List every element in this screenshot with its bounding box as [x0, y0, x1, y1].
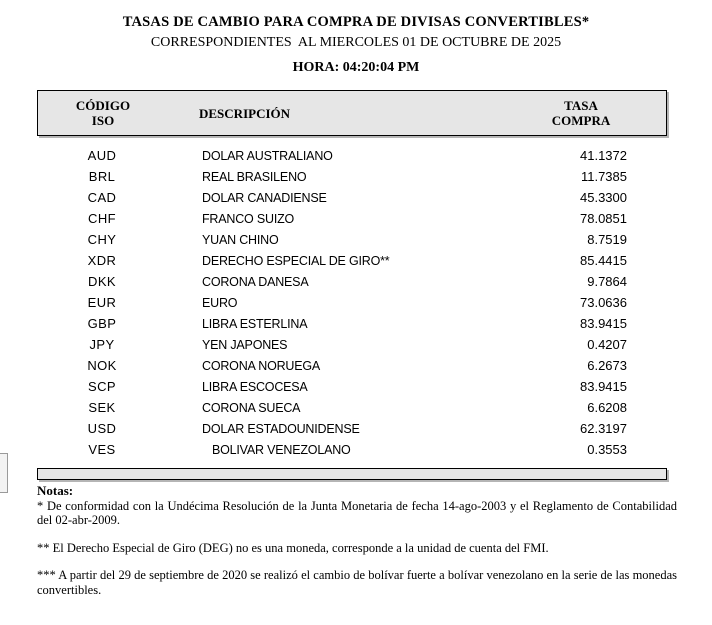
iso-code: DKK: [88, 274, 116, 289]
note-item: ** El Derecho Especial de Giro (DEG) no es una moneda, corresponde a la unidad de cuenta del FMI.: [37, 540, 549, 555]
table-row: [37, 418, 667, 439]
iso-code: BRL: [88, 169, 116, 184]
table-row: [37, 397, 667, 418]
table-row: [37, 166, 667, 187]
currency-description: BOLIVAR VENEZOLANO: [212, 442, 351, 457]
iso-code: GBP: [87, 316, 117, 331]
table-row: [37, 250, 667, 271]
currency-description: LIBRA ESTERLINA: [202, 316, 308, 331]
buy-rate: 0.3553: [587, 442, 627, 457]
buy-rate: 83.9415: [580, 379, 627, 394]
iso-code: NOK: [87, 358, 117, 373]
buy-rate: 9.7864: [587, 274, 627, 289]
table-row: [37, 229, 667, 250]
buy-rate: 6.2673: [587, 358, 627, 373]
currency-description: DOLAR AUSTRALIANO: [202, 148, 333, 163]
iso-code: CHY: [87, 232, 117, 247]
column-header-buy-rate-line1: TASA: [564, 98, 598, 113]
rates-table: [37, 90, 667, 480]
buy-rate: 6.6208: [587, 400, 627, 415]
buy-rate: 85.4415: [580, 253, 627, 268]
notes-heading: Notas:: [37, 483, 74, 498]
table-row: [37, 208, 667, 229]
buy-rate: 11.7385: [580, 169, 627, 184]
buy-rate: 62.3197: [580, 421, 627, 436]
iso-code: AUD: [87, 148, 117, 163]
buy-rate: 8.7519: [587, 232, 627, 247]
currency-description: CORONA NORUEGA: [202, 358, 321, 373]
buy-rate: 0.4207: [587, 337, 627, 352]
currency-description: LIBRA ESCOCESA: [202, 379, 308, 394]
table-row: [37, 187, 667, 208]
table-row: [37, 334, 667, 355]
buy-rate: 45.3300: [580, 190, 627, 205]
iso-code: SCP: [88, 379, 116, 394]
column-header-buy-rate-line2: COMPRA: [551, 113, 611, 128]
column-header-iso-code-line2: ISO: [91, 113, 115, 128]
iso-code: USD: [87, 421, 117, 436]
document-header: [0, 14, 712, 76]
iso-code: XDR: [87, 253, 117, 268]
note-item: *** A partir del 29 de septiembre de 2020 se realizó el cambio de bolívar fuerte a bolívar venezolano en la serie de las monedas convertibles.: [37, 568, 677, 597]
table-row: [37, 292, 667, 313]
table-row: [37, 376, 667, 397]
iso-code: JPY: [89, 337, 115, 352]
column-header-iso-code: [38, 98, 168, 128]
currency-description: CORONA DANESA: [202, 274, 309, 289]
currency-description: DERECHO ESPECIAL DE GIRO**: [202, 253, 390, 268]
page-edge-artifact: [0, 453, 8, 493]
buy-rate: 78.0851: [580, 211, 627, 226]
table-row: [37, 439, 667, 460]
page-subtitle-date: CORRESPONDIENTES AL MIERCOLES 01 DE OCTUBRE DE 2025: [150, 35, 562, 50]
rates-table-header: [37, 90, 667, 136]
currency-description: EURO: [202, 295, 238, 310]
buy-rate: 41.1372: [580, 148, 627, 163]
table-bottom-bar: [37, 468, 667, 480]
table-row: [37, 313, 667, 334]
column-header-buy-rate: [496, 98, 666, 128]
table-row: [37, 355, 667, 376]
column-header-description: DESCRIPCIÓN: [199, 105, 291, 121]
notes-list: [37, 499, 677, 598]
currency-description: DOLAR ESTADOUNIDENSE: [202, 421, 360, 436]
currency-description: YEN JAPONES: [202, 337, 288, 352]
currency-description: REAL BRASILENO: [202, 169, 307, 184]
iso-code: CHF: [88, 211, 116, 226]
rates-table-body: [37, 145, 667, 460]
page-title: TASAS DE CAMBIO PARA COMPRA DE DIVISAS CONVERTIBLES*: [122, 14, 590, 30]
column-header-iso-code-line1: CÓDIGO: [75, 98, 131, 113]
iso-code: VES: [88, 442, 116, 457]
currency-description: CORONA SUECA: [202, 400, 301, 415]
iso-code: CAD: [87, 190, 117, 205]
report-time: HORA: 04:20:04 PM: [292, 60, 420, 75]
currency-description: YUAN CHINO: [202, 232, 279, 247]
table-row: [37, 145, 667, 166]
currency-description: FRANCO SUIZO: [202, 211, 295, 226]
table-row: [37, 271, 667, 292]
note-item: * De conformidad con la Undécima Resolución de la Junta Monetaria de fecha 14-ago-2003 y el Reglamento de Contabilidad del 02-abr-2009.: [37, 498, 677, 527]
notes-section: [37, 484, 677, 597]
buy-rate: 83.9415: [580, 316, 627, 331]
currency-description: DOLAR CANADIENSE: [202, 190, 327, 205]
iso-code: EUR: [87, 295, 117, 310]
buy-rate: 73.0636: [580, 295, 627, 310]
iso-code: SEK: [88, 400, 116, 415]
